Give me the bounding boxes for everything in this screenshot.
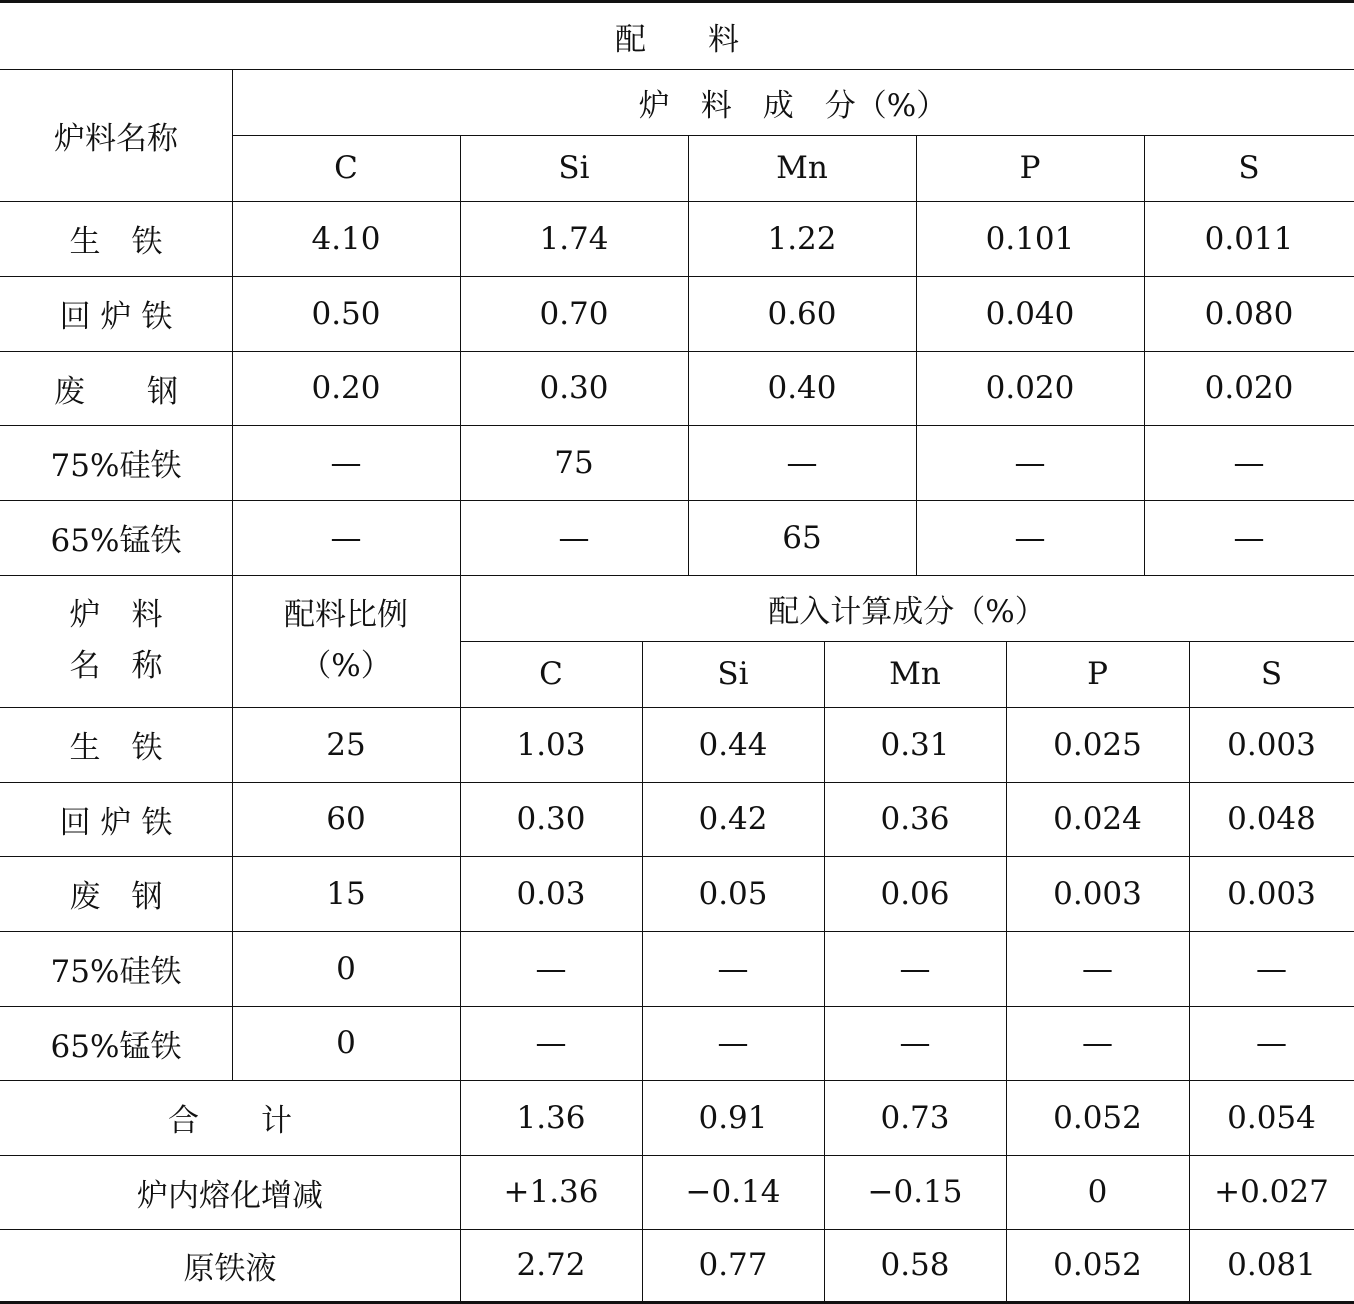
composition-value: 1.22: [767, 220, 837, 257]
calc-value: —: [899, 1025, 931, 1061]
summary-label: 炉内熔化增减: [137, 1177, 323, 1214]
composition-value: 0.040: [985, 295, 1075, 332]
calc-value: 0.003: [1227, 726, 1316, 763]
composition-value: 4.10: [311, 220, 381, 257]
composition-value: 75: [554, 444, 594, 481]
header-element-c: C: [334, 150, 358, 186]
header-material-name-2b: [0, 575, 232, 707]
ratio-value: 0: [336, 1025, 356, 1061]
calc-value: 0.42: [698, 801, 768, 837]
material-name: 75%硅铁: [50, 448, 182, 484]
header-element-p: P: [1087, 656, 1108, 692]
composition-value: —: [786, 444, 818, 481]
composition-value: 0.40: [767, 370, 837, 406]
summary-value: 0.052: [1053, 1247, 1142, 1283]
calc-value: —: [1082, 950, 1113, 987]
calc-value: —: [717, 1025, 749, 1061]
calc-value: —: [899, 950, 931, 987]
summary-value: 0.91: [698, 1099, 768, 1136]
composition-value: —: [1014, 444, 1046, 481]
composition-value: 0.011: [1204, 220, 1294, 257]
material-name: 废 钢: [54, 373, 178, 410]
calc-value: —: [717, 950, 749, 987]
material-name: 75%硅铁: [50, 954, 182, 990]
material-name: 废 钢: [69, 879, 163, 915]
composition-value: 0.50: [311, 295, 381, 332]
header-element-p: P: [1019, 150, 1041, 186]
calc-value: 1.03: [516, 726, 586, 763]
calc-value: —: [1256, 950, 1287, 987]
ratio-value: 0: [336, 950, 356, 987]
material-name: 生 铁: [69, 224, 163, 260]
summary-value: 1.36: [516, 1099, 586, 1136]
summary-value: −0.15: [867, 1174, 963, 1210]
summary-value: 0: [1087, 1174, 1108, 1210]
composition-value: —: [1233, 519, 1265, 556]
composition-value: —: [330, 444, 362, 481]
summary-value: 0.052: [1053, 1099, 1142, 1136]
header-element-c: C: [539, 656, 563, 692]
summary-label: 合 计: [168, 1103, 292, 1139]
composition-value: 0.70: [539, 295, 609, 332]
summary-value: 2.72: [516, 1247, 586, 1283]
calc-value: 0.003: [1227, 875, 1316, 912]
table-title: 配 料: [615, 21, 739, 58]
calc-value: 0.30: [516, 801, 586, 837]
material-name: 回 炉 铁: [59, 804, 173, 841]
calc-value: —: [1256, 1025, 1287, 1061]
material-name: 65%锰铁: [50, 523, 182, 559]
composition-value: —: [1014, 519, 1046, 556]
summary-value: 0.081: [1227, 1247, 1316, 1283]
calc-value: 0.05: [698, 875, 768, 912]
header-element-si: Si: [558, 150, 590, 186]
calc-value: 0.048: [1227, 801, 1316, 837]
summary-value: +0.027: [1214, 1174, 1329, 1210]
ratio-value: 15: [326, 875, 366, 912]
composition-value: 0.080: [1204, 295, 1294, 332]
calc-value: 0.44: [698, 726, 768, 763]
ratio-value: 25: [326, 726, 366, 763]
calc-value: 0.31: [880, 726, 950, 763]
composition-value: 1.74: [539, 220, 609, 257]
header-material-name: 炉料名称: [54, 120, 178, 157]
calc-value: 0.36: [880, 801, 950, 837]
calc-value: 0.025: [1053, 726, 1142, 763]
header-element-mn: Mn: [776, 150, 828, 186]
summary-value: +1.36: [503, 1174, 599, 1210]
summary-label: 原铁液: [183, 1250, 277, 1287]
header-composition: 炉 料 成 分（%）: [638, 87, 948, 124]
calc-value: 0.024: [1053, 801, 1142, 837]
ratio-value: 60: [326, 801, 366, 837]
header-element-mn: Mn: [889, 656, 941, 692]
composition-value: 0.020: [985, 370, 1075, 406]
header-calc-composition: 配入计算成分（%）: [768, 593, 1046, 630]
calc-value: 0.003: [1053, 875, 1142, 912]
composition-value: 0.020: [1204, 370, 1294, 406]
header-line: 配料比例: [284, 596, 408, 633]
header-ratio: [232, 575, 460, 707]
calc-value: —: [535, 950, 567, 987]
calc-value: 0.06: [880, 875, 950, 912]
summary-value: 0.77: [698, 1247, 768, 1283]
composition-value: 0.60: [767, 295, 837, 332]
header-element-s: S: [1260, 656, 1283, 692]
material-name: 65%锰铁: [50, 1028, 182, 1065]
material-name: 生 铁: [69, 730, 163, 766]
composition-value: —: [1233, 444, 1265, 481]
header-element-si: Si: [717, 656, 749, 692]
header-element-s: S: [1238, 150, 1260, 186]
composition-value: 0.30: [539, 370, 609, 406]
summary-value: 0.73: [880, 1099, 950, 1136]
composition-value: 0.20: [311, 370, 381, 406]
composition-value: —: [558, 519, 590, 556]
summary-value: 0.054: [1227, 1099, 1316, 1136]
header-line: （%）: [300, 648, 392, 684]
composition-value: 65: [782, 519, 822, 556]
calc-value: —: [535, 1025, 567, 1061]
composition-value: —: [330, 519, 362, 556]
summary-value: 0.58: [880, 1247, 950, 1283]
calc-value: 0.03: [516, 875, 586, 912]
summary-value: −0.14: [685, 1174, 781, 1210]
calc-value: —: [1082, 1025, 1113, 1061]
composition-value: 0.101: [985, 220, 1075, 257]
material-name: 回 炉 铁: [59, 299, 173, 335]
header-line: 名 称: [69, 648, 163, 684]
header-line: 炉 料: [69, 596, 163, 633]
